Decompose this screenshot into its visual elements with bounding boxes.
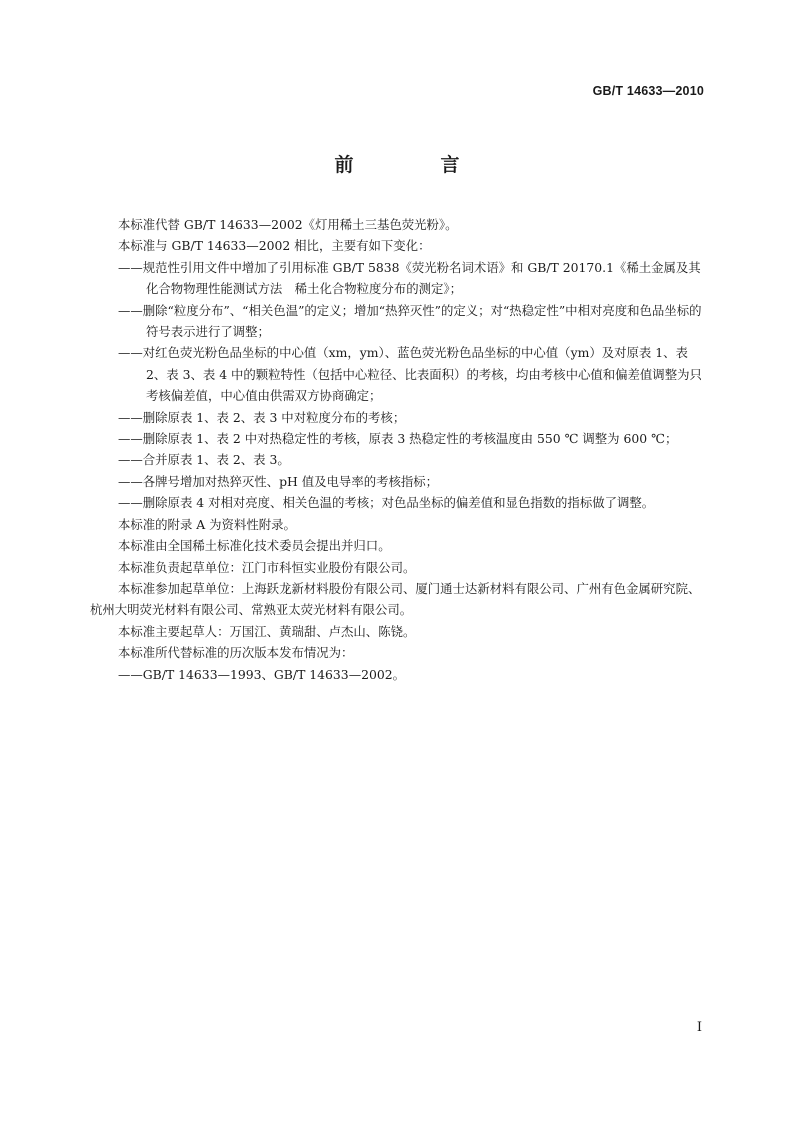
paragraph-appendix: 本标准的附录 A 为资料性附录。 [118, 516, 296, 532]
paragraph-changes-intro: 本标准与 GB/T 14633—2002 相比，主要有如下变化： [118, 238, 431, 254]
paragraph-authors: 本标准主要起草人：万国江、黄瑞甜、卢杰山、陈铙。 [118, 623, 416, 639]
change-item: ——对红色荧光粉色品坐标的中心值（xm，ym）、蓝色荧光粉色品坐标的中心值（ym）及对原表 1、表 2、表 3、表 4 中的颗粒特性（包括中心粒径、比表面积）的考核，均由考核中心值和偏差值调整为只考核偏差值，中心值由供需双方协商确定； [118, 345, 702, 404]
page-title: 前 言 [334, 154, 494, 176]
change-item: ——删除原表 4 对相对亮度、相关色温的考核；对色品坐标的偏差值和显色指数的指标做了调整。 [118, 495, 655, 511]
change-item: ——删除原表 1、表 2 中对热稳定性的考核，原表 3 热稳定性的考核温度由 550 ℃ 调整为 600 ℃； [118, 431, 678, 447]
page-number: I [696, 1020, 702, 1035]
standard-code: GB/T 14633—2010 [592, 84, 704, 98]
change-item: ——删除原表 1、表 2、表 3 中对粒度分布的考核； [118, 409, 406, 425]
change-item: ——规范性引用文件中增加了引用标准 GB/T 5838《荧光粉名词术语》和 GB/T 20170.1《稀土金属及其化合物物理性能测试方法 稀土化合物粒度分布的测定》； [118, 259, 701, 297]
change-item: ——各牌号增加对热猝灭性、pH 值及电导率的考核指标； [118, 473, 439, 489]
history-item: ——GB/T 14633—1993、GB/T 14633—2002。 [118, 666, 406, 682]
change-item: ——合并原表 1、表 2、表 3。 [118, 452, 290, 468]
change-item: ——删除“粒度分布”、“相关色温”的定义；增加“热猝灭性”的定义；对“热稳定性”中相对亮度和色品坐标的符号表示进行了调整； [118, 302, 702, 340]
document-body [90, 214, 705, 685]
paragraph-replaces: 本标准代替 GB/T 14633—2002《灯用稀土三基色荧光粉》。 [118, 217, 458, 232]
paragraph-history-intro: 本标准所代替标准的历次版本发布情况为： [118, 645, 354, 661]
paragraph-proposer: 本标准由全国稀土标准化技术委员会提出并归口。 [118, 538, 391, 554]
paragraph-participants: 本标准参加起草单位：上海跃龙新材料股份有限公司、厦门通士达新材料有限公司、广州有色金属研究院、杭州大明荧光材料有限公司、常熟亚太荧光材料有限公司。 [90, 580, 701, 618]
paragraph-lead-drafter: 本标准负责起草单位：江门市科恒实业股份有限公司。 [118, 559, 416, 575]
